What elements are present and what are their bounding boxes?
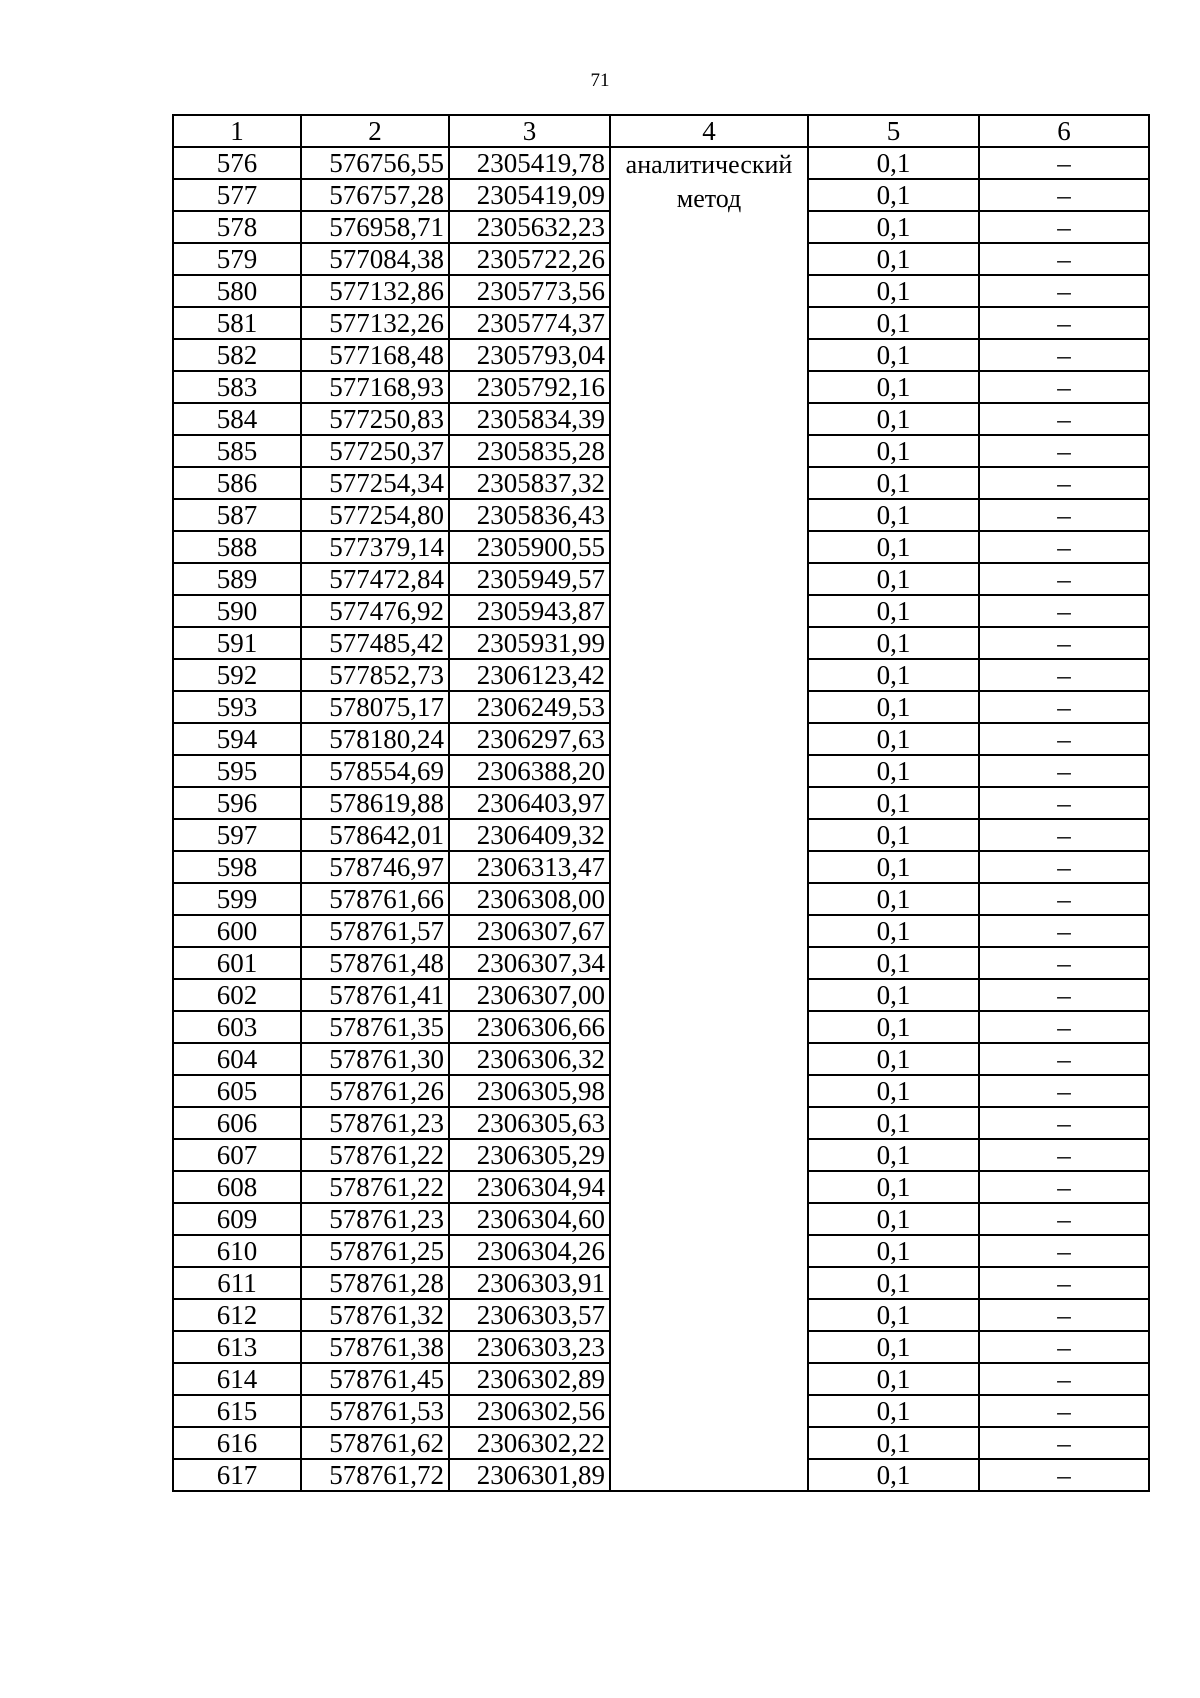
y-coordinate-cell: 2306303,91: [449, 1267, 610, 1299]
method-text-line-1: аналитический: [625, 150, 793, 179]
x-coordinate-cell: 578180,24: [301, 723, 449, 755]
y-coordinate-cell: 2306403,97: [449, 787, 610, 819]
x-coordinate-cell: 578761,30: [301, 1043, 449, 1075]
note-cell: –: [979, 819, 1149, 851]
note-cell: –: [979, 1011, 1149, 1043]
point-number-cell: 578: [173, 211, 301, 243]
column-header-6: 6: [979, 115, 1149, 147]
x-coordinate-cell: 578761,62: [301, 1427, 449, 1459]
accuracy-cell: 0,1: [808, 403, 979, 435]
column-header-4: 4: [610, 115, 808, 147]
accuracy-cell: 0,1: [808, 787, 979, 819]
accuracy-cell: 0,1: [808, 819, 979, 851]
page-number: 71: [590, 70, 610, 91]
point-number-cell: 599: [173, 883, 301, 915]
x-coordinate-cell: 577250,37: [301, 435, 449, 467]
point-number-cell: 597: [173, 819, 301, 851]
y-coordinate-cell: 2305632,23: [449, 211, 610, 243]
x-coordinate-cell: 577168,48: [301, 339, 449, 371]
x-coordinate-cell: 577168,93: [301, 371, 449, 403]
note-cell: –: [979, 1427, 1149, 1459]
y-coordinate-cell: 2306307,67: [449, 915, 610, 947]
y-coordinate-cell: 2306305,29: [449, 1139, 610, 1171]
note-cell: –: [979, 659, 1149, 691]
x-coordinate-cell: 578746,97: [301, 851, 449, 883]
accuracy-cell: 0,1: [808, 211, 979, 243]
accuracy-cell: 0,1: [808, 851, 979, 883]
y-coordinate-cell: 2306304,94: [449, 1171, 610, 1203]
note-cell: –: [979, 243, 1149, 275]
point-number-cell: 608: [173, 1171, 301, 1203]
accuracy-cell: 0,1: [808, 1043, 979, 1075]
y-coordinate-cell: 2305949,57: [449, 563, 610, 595]
point-number-cell: 616: [173, 1427, 301, 1459]
y-coordinate-cell: 2306302,22: [449, 1427, 610, 1459]
point-number-cell: 592: [173, 659, 301, 691]
accuracy-cell: 0,1: [808, 1395, 979, 1427]
x-coordinate-cell: 577254,34: [301, 467, 449, 499]
x-coordinate-cell: 577250,83: [301, 403, 449, 435]
note-cell: –: [979, 371, 1149, 403]
point-number-cell: 584: [173, 403, 301, 435]
accuracy-cell: 0,1: [808, 659, 979, 691]
x-coordinate-cell: 577379,14: [301, 531, 449, 563]
y-coordinate-cell: 2305419,78: [449, 147, 610, 179]
x-coordinate-cell: 578761,45: [301, 1363, 449, 1395]
point-number-cell: 583: [173, 371, 301, 403]
y-coordinate-cell: 2305834,39: [449, 403, 610, 435]
x-coordinate-cell: 578761,66: [301, 883, 449, 915]
accuracy-cell: 0,1: [808, 1331, 979, 1363]
note-cell: –: [979, 947, 1149, 979]
note-cell: –: [979, 723, 1149, 755]
accuracy-cell: 0,1: [808, 243, 979, 275]
x-coordinate-cell: 578761,41: [301, 979, 449, 1011]
accuracy-cell: 0,1: [808, 1267, 979, 1299]
y-coordinate-cell: 2306409,32: [449, 819, 610, 851]
accuracy-cell: 0,1: [808, 755, 979, 787]
x-coordinate-cell: 578761,23: [301, 1107, 449, 1139]
point-number-cell: 614: [173, 1363, 301, 1395]
accuracy-cell: 0,1: [808, 467, 979, 499]
note-cell: –: [979, 1395, 1149, 1427]
point-number-cell: 612: [173, 1299, 301, 1331]
y-coordinate-cell: 2306302,56: [449, 1395, 610, 1427]
method-text-line-2: метод: [676, 184, 742, 213]
y-coordinate-cell: 2306388,20: [449, 755, 610, 787]
accuracy-cell: 0,1: [808, 883, 979, 915]
note-cell: –: [979, 851, 1149, 883]
point-number-cell: 609: [173, 1203, 301, 1235]
point-number-cell: 602: [173, 979, 301, 1011]
accuracy-cell: 0,1: [808, 1171, 979, 1203]
accuracy-cell: 0,1: [808, 979, 979, 1011]
note-cell: –: [979, 467, 1149, 499]
note-cell: –: [979, 499, 1149, 531]
point-number-cell: 580: [173, 275, 301, 307]
column-header-5: 5: [808, 115, 979, 147]
note-cell: –: [979, 627, 1149, 659]
note-cell: –: [979, 563, 1149, 595]
accuracy-cell: 0,1: [808, 339, 979, 371]
x-coordinate-cell: 577476,92: [301, 595, 449, 627]
point-number-cell: 582: [173, 339, 301, 371]
point-number-cell: 585: [173, 435, 301, 467]
note-cell: –: [979, 1203, 1149, 1235]
point-number-cell: 604: [173, 1043, 301, 1075]
x-coordinate-cell: 578761,23: [301, 1203, 449, 1235]
accuracy-cell: 0,1: [808, 435, 979, 467]
accuracy-cell: 0,1: [808, 1459, 979, 1491]
note-cell: –: [979, 275, 1149, 307]
accuracy-cell: 0,1: [808, 147, 979, 179]
x-coordinate-cell: 577254,80: [301, 499, 449, 531]
note-cell: –: [979, 179, 1149, 211]
accuracy-cell: 0,1: [808, 947, 979, 979]
accuracy-cell: 0,1: [808, 915, 979, 947]
x-coordinate-cell: 577132,26: [301, 307, 449, 339]
accuracy-cell: 0,1: [808, 1139, 979, 1171]
table-row: [173, 147, 1149, 179]
y-coordinate-cell: 2306307,00: [449, 979, 610, 1011]
y-coordinate-cell: 2306305,98: [449, 1075, 610, 1107]
x-coordinate-cell: 577084,38: [301, 243, 449, 275]
y-coordinate-cell: 2306123,42: [449, 659, 610, 691]
note-cell: –: [979, 595, 1149, 627]
point-number-cell: 615: [173, 1395, 301, 1427]
x-coordinate-cell: 578761,53: [301, 1395, 449, 1427]
point-number-cell: 613: [173, 1331, 301, 1363]
table-body: [173, 147, 1149, 1491]
y-coordinate-cell: 2305419,09: [449, 179, 610, 211]
note-cell: –: [979, 755, 1149, 787]
note-cell: –: [979, 339, 1149, 371]
accuracy-cell: 0,1: [808, 179, 979, 211]
y-coordinate-cell: 2305774,37: [449, 307, 610, 339]
y-coordinate-cell: 2305792,16: [449, 371, 610, 403]
x-coordinate-cell: 578761,72: [301, 1459, 449, 1491]
y-coordinate-cell: 2306307,34: [449, 947, 610, 979]
note-cell: –: [979, 979, 1149, 1011]
x-coordinate-cell: 577132,86: [301, 275, 449, 307]
note-cell: –: [979, 307, 1149, 339]
accuracy-cell: 0,1: [808, 1235, 979, 1267]
note-cell: –: [979, 1267, 1149, 1299]
y-coordinate-cell: 2305836,43: [449, 499, 610, 531]
note-cell: –: [979, 1139, 1149, 1171]
column-header-2: 2: [301, 115, 449, 147]
note-cell: –: [979, 1043, 1149, 1075]
note-cell: –: [979, 435, 1149, 467]
y-coordinate-cell: 2305835,28: [449, 435, 610, 467]
note-cell: –: [979, 1235, 1149, 1267]
y-coordinate-cell: 2306313,47: [449, 851, 610, 883]
accuracy-cell: 0,1: [808, 627, 979, 659]
note-cell: –: [979, 1299, 1149, 1331]
x-coordinate-cell: 578761,32: [301, 1299, 449, 1331]
accuracy-cell: 0,1: [808, 723, 979, 755]
point-number-cell: 596: [173, 787, 301, 819]
y-coordinate-cell: 2305943,87: [449, 595, 610, 627]
y-coordinate-cell: 2306303,23: [449, 1331, 610, 1363]
y-coordinate-cell: 2305722,26: [449, 243, 610, 275]
accuracy-cell: 0,1: [808, 563, 979, 595]
x-coordinate-cell: 577852,73: [301, 659, 449, 691]
y-coordinate-cell: 2305931,99: [449, 627, 610, 659]
point-number-cell: 600: [173, 915, 301, 947]
y-coordinate-cell: 2306304,26: [449, 1235, 610, 1267]
accuracy-cell: 0,1: [808, 307, 979, 339]
note-cell: –: [979, 1363, 1149, 1395]
accuracy-cell: 0,1: [808, 691, 979, 723]
x-coordinate-cell: 578761,22: [301, 1139, 449, 1171]
point-number-cell: 601: [173, 947, 301, 979]
y-coordinate-cell: 2306305,63: [449, 1107, 610, 1139]
point-number-cell: 605: [173, 1075, 301, 1107]
column-header-1: 1: [173, 115, 301, 147]
y-coordinate-cell: 2306306,66: [449, 1011, 610, 1043]
point-number-cell: 611: [173, 1267, 301, 1299]
point-number-cell: 581: [173, 307, 301, 339]
x-coordinate-cell: 576756,55: [301, 147, 449, 179]
accuracy-cell: 0,1: [808, 531, 979, 563]
note-cell: –: [979, 531, 1149, 563]
accuracy-cell: 0,1: [808, 1075, 979, 1107]
accuracy-cell: 0,1: [808, 1107, 979, 1139]
x-coordinate-cell: 578761,35: [301, 1011, 449, 1043]
point-number-cell: 595: [173, 755, 301, 787]
point-number-cell: 586: [173, 467, 301, 499]
x-coordinate-cell: 578075,17: [301, 691, 449, 723]
x-coordinate-cell: 578619,88: [301, 787, 449, 819]
point-number-cell: 589: [173, 563, 301, 595]
x-coordinate-cell: 578761,25: [301, 1235, 449, 1267]
point-number-cell: 579: [173, 243, 301, 275]
note-cell: –: [979, 1171, 1149, 1203]
point-number-cell: 594: [173, 723, 301, 755]
y-coordinate-cell: 2306308,00: [449, 883, 610, 915]
point-number-cell: 617: [173, 1459, 301, 1491]
point-number-cell: 593: [173, 691, 301, 723]
accuracy-cell: 0,1: [808, 1203, 979, 1235]
x-coordinate-cell: 578761,48: [301, 947, 449, 979]
accuracy-cell: 0,1: [808, 275, 979, 307]
x-coordinate-cell: 578761,57: [301, 915, 449, 947]
y-coordinate-cell: 2306249,53: [449, 691, 610, 723]
y-coordinate-cell: 2306304,60: [449, 1203, 610, 1235]
note-cell: –: [979, 787, 1149, 819]
note-cell: –: [979, 1075, 1149, 1107]
y-coordinate-cell: 2305773,56: [449, 275, 610, 307]
note-cell: –: [979, 1107, 1149, 1139]
header-row: [173, 115, 1149, 147]
point-number-cell: 587: [173, 499, 301, 531]
point-number-cell: 588: [173, 531, 301, 563]
note-cell: –: [979, 1459, 1149, 1491]
point-number-cell: 576: [173, 147, 301, 179]
point-number-cell: 590: [173, 595, 301, 627]
x-coordinate-cell: 578642,01: [301, 819, 449, 851]
point-number-cell: 603: [173, 1011, 301, 1043]
coordinates-table: [172, 114, 1150, 1492]
y-coordinate-cell: 2306297,63: [449, 723, 610, 755]
x-coordinate-cell: 578554,69: [301, 755, 449, 787]
y-coordinate-cell: 2306301,89: [449, 1459, 610, 1491]
x-coordinate-cell: 576958,71: [301, 211, 449, 243]
y-coordinate-cell: 2305837,32: [449, 467, 610, 499]
accuracy-cell: 0,1: [808, 1011, 979, 1043]
method-cell: [610, 147, 808, 1491]
y-coordinate-cell: 2305900,55: [449, 531, 610, 563]
accuracy-cell: 0,1: [808, 499, 979, 531]
x-coordinate-cell: 576757,28: [301, 179, 449, 211]
point-number-cell: 607: [173, 1139, 301, 1171]
point-number-cell: 606: [173, 1107, 301, 1139]
note-cell: –: [979, 211, 1149, 243]
y-coordinate-cell: 2305793,04: [449, 339, 610, 371]
column-header-3: 3: [449, 115, 610, 147]
y-coordinate-cell: 2306303,57: [449, 1299, 610, 1331]
x-coordinate-cell: 578761,22: [301, 1171, 449, 1203]
x-coordinate-cell: 578761,38: [301, 1331, 449, 1363]
point-number-cell: 591: [173, 627, 301, 659]
note-cell: –: [979, 147, 1149, 179]
y-coordinate-cell: 2306306,32: [449, 1043, 610, 1075]
accuracy-cell: 0,1: [808, 1363, 979, 1395]
point-number-cell: 577: [173, 179, 301, 211]
note-cell: –: [979, 403, 1149, 435]
note-cell: –: [979, 1331, 1149, 1363]
x-coordinate-cell: 578761,28: [301, 1267, 449, 1299]
point-number-cell: 598: [173, 851, 301, 883]
accuracy-cell: 0,1: [808, 1299, 979, 1331]
x-coordinate-cell: 577485,42: [301, 627, 449, 659]
x-coordinate-cell: 577472,84: [301, 563, 449, 595]
y-coordinate-cell: 2306302,89: [449, 1363, 610, 1395]
note-cell: –: [979, 915, 1149, 947]
point-number-cell: 610: [173, 1235, 301, 1267]
note-cell: –: [979, 883, 1149, 915]
note-cell: –: [979, 691, 1149, 723]
accuracy-cell: 0,1: [808, 1427, 979, 1459]
accuracy-cell: 0,1: [808, 595, 979, 627]
x-coordinate-cell: 578761,26: [301, 1075, 449, 1107]
accuracy-cell: 0,1: [808, 371, 979, 403]
